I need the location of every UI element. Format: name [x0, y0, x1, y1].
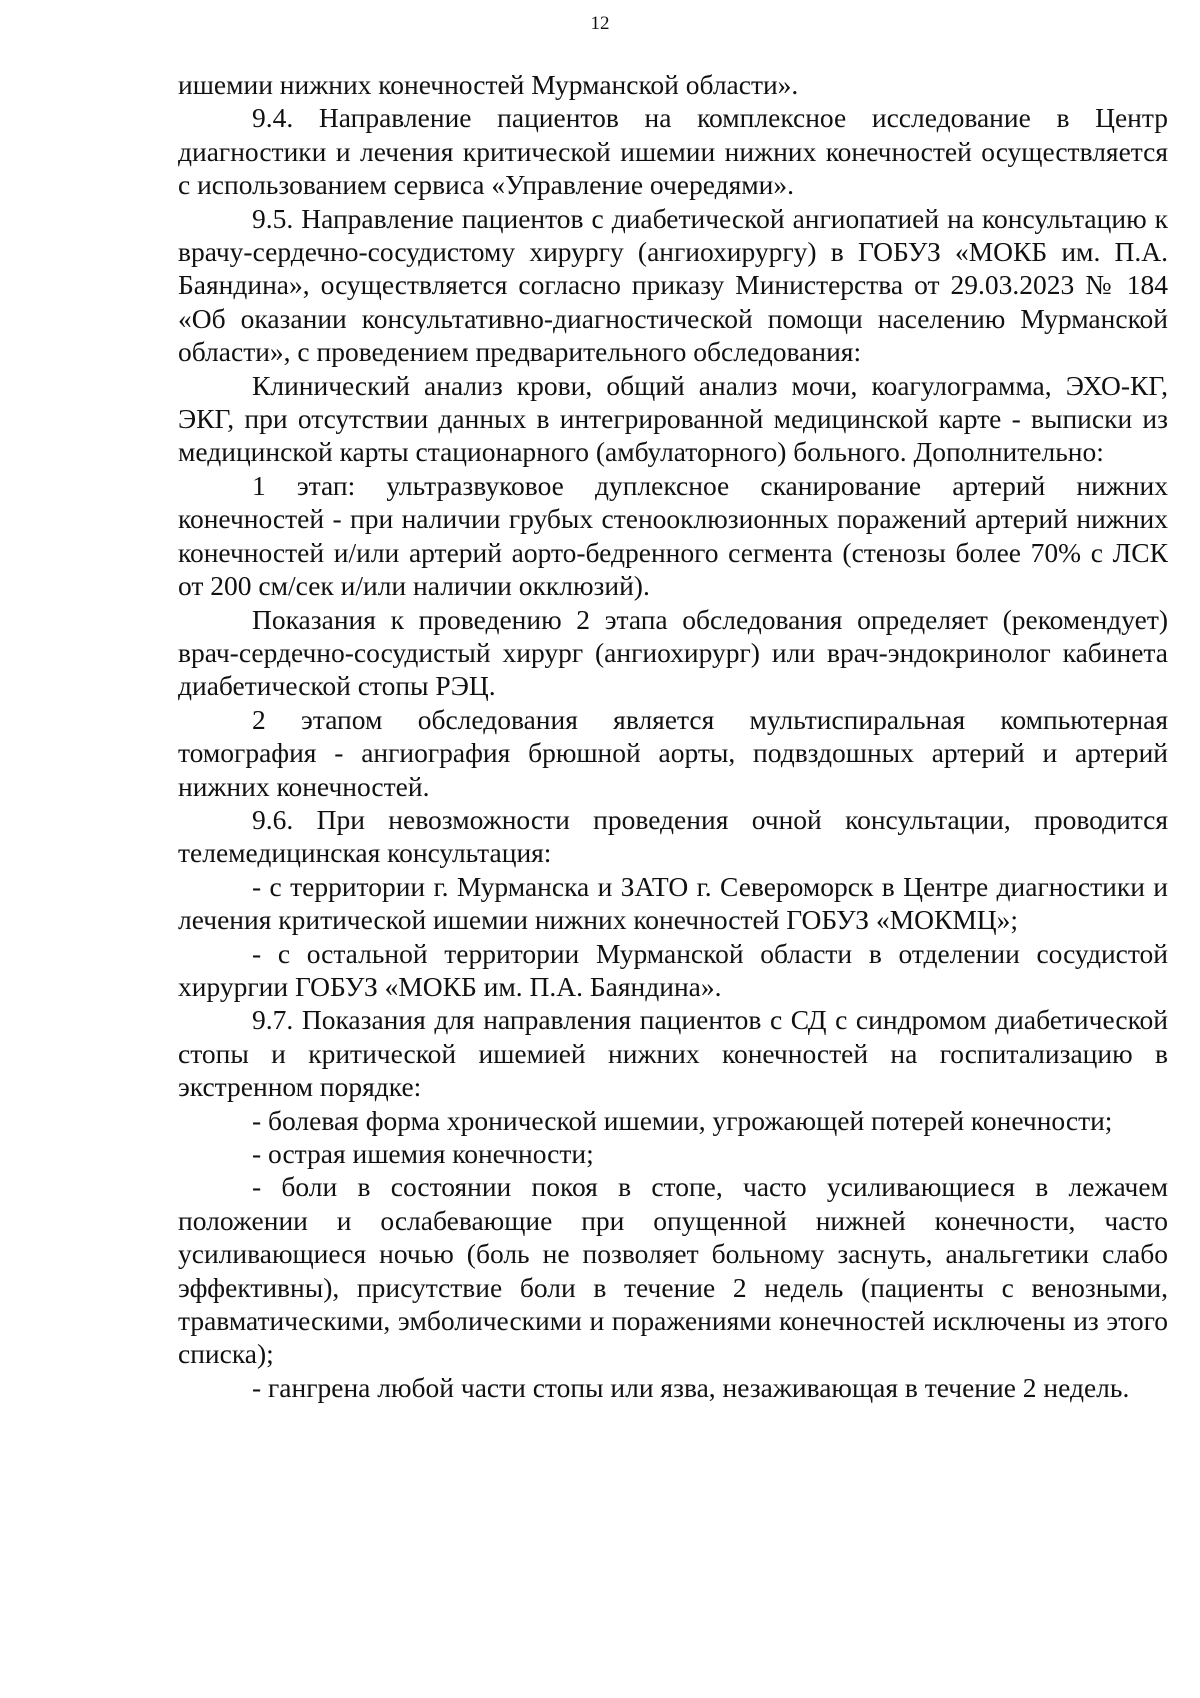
paragraph: 2 этапом обследования является мультиспиральная компьютерная томография - ангиография брюшной аорты, подвздошных артерий и артерий нижних конечностей.: [178, 703, 1168, 802]
paragraph: 1 этап: ультразвуковое дуплексное сканирование артерий нижних конечностей - при наличии грубых стенооклюзионных поражений артерий нижних конечностей и/или артерий аорто-бедренного сегмента (стенозы более 70% с ЛСК от 200 см/сек и/или наличии окклюзий).: [178, 469, 1168, 602]
paragraph: Клинический анализ крови, общий анализ мочи, коагулограмма, ЭХО-КГ, ЭКГ, при отсутствии данных в интегрированной медицинской карте - выписки из медицинской карты стационарного (амбулаторного) больного. Дополнительно:: [178, 369, 1168, 468]
document-body: [178, 68, 1168, 1404]
paragraph: - острая ишемия конечности;: [252, 1138, 594, 1169]
paragraph: - с остальной территории Мурманской области в отделении сосудистой хирургии ГОБУЗ «МОКБ им. П.А. Баяндина».: [178, 937, 1168, 1002]
paragraph: - боли в состоянии покоя в стопе, часто усиливающиеся в лежачем положении и ослабевающие при опущенной нижней конечности, часто усиливающиеся ночью (боль не позволяет больному заснуть, анальгетики слабо эффективны), присутствие боли в течение 2 недель (пациенты с венозными, травматическими, эмболическими и поражениями конечностей исключены из этого списка);: [178, 1171, 1168, 1370]
paragraph: 9.4. Направление пациентов на комплексное исследование в Центр диагностики и лечения критической ишемии нижних конечностей осуществляется с использованием сервиса «Управление очередями».: [178, 102, 1168, 201]
paragraph: - с территории г. Мурманска и ЗАТО г. Североморск в Центре диагностики и лечения критической ишемии нижних конечностей ГОБУЗ «МОКМЦ»;: [178, 870, 1168, 936]
page-number: 12: [590, 13, 610, 34]
paragraph: Показания к проведению 2 этапа обследования определяет (рекомендует) врач-сердечно-сосудистый хирург (ангиохирург) или врач-эндокринолог кабинета диабетической стопы РЭЦ.: [178, 603, 1168, 702]
paragraph: 9.5. Направление пациентов с диабетической ангиопатией на консультацию к врачу-сердечно-сосудистому хирургу (ангиохирургу) в ГОБУЗ «МОКБ им. П.А. Баяндина», осуществляется согласно приказу Министерства от 29.03.2023 № 184 «Об оказании консультативно-диагностической помощи населению Мурманской области», с проведением предварительного обследования:: [178, 202, 1168, 368]
paragraph: - гангрена любой части стопы или язва, незаживающая в течение 2 недель.: [252, 1371, 1130, 1403]
paragraph: 9.7. Показания для направления пациентов с СД с синдромом диабетической стопы и критической ишемией нижних конечностей на госпитализацию в экстренном порядке:: [178, 1004, 1168, 1103]
paragraph: ишемии нижних конечностей Мурманской области».: [178, 69, 799, 100]
paragraph: - болевая форма хронической ишемии, угрожающей потерей конечности;: [252, 1104, 1113, 1136]
paragraph: 9.6. При невозможности проведения очной консультации, проводится телемедицинская консультация:: [178, 803, 1168, 869]
